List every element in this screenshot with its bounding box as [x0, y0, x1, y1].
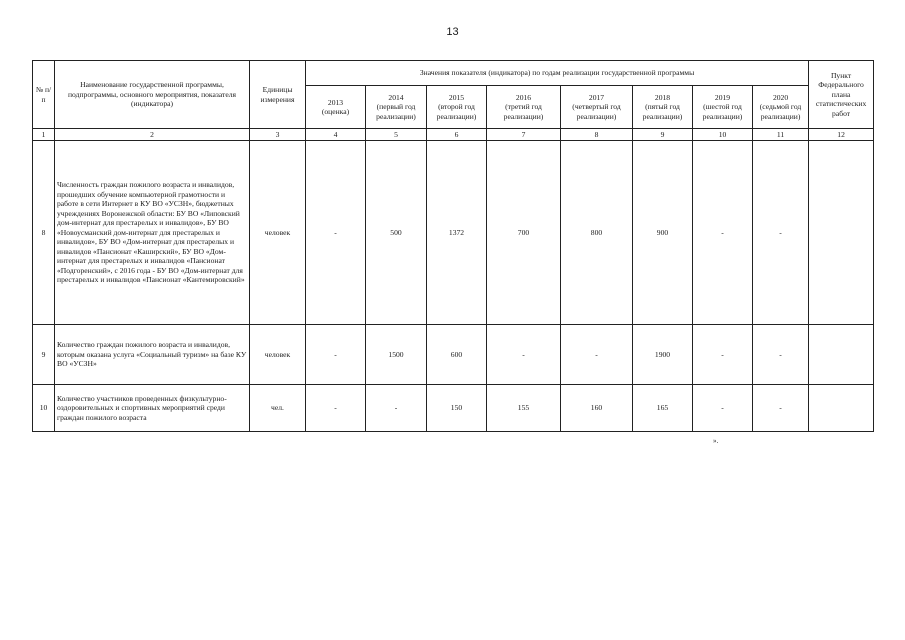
row-number: 10 — [33, 385, 55, 432]
unit-cell: человек — [250, 325, 306, 385]
closing-quote-mark: ». — [713, 437, 719, 445]
value-cell: 160 — [561, 385, 633, 432]
header-col-num: № п/п — [33, 61, 55, 129]
year-header: 2015 (второй год реализации) — [427, 86, 487, 129]
value-cell: 700 — [487, 141, 561, 325]
table-row — [33, 385, 874, 432]
indicator-name: Количество граждан пожилого возраста и инвалидов, которым оказана услуга «Социальный туризм» на базе КУ ВО «УСЗН» — [55, 325, 250, 385]
column-number: 1 — [33, 129, 55, 141]
value-cell: 500 — [366, 141, 427, 325]
value-cell: - — [561, 325, 633, 385]
value-cell: - — [693, 141, 753, 325]
column-number: 9 — [633, 129, 693, 141]
header-col-name: Наименование государственной программы, подпрограммы, основного мероприятия, показателя (индикатора) — [55, 61, 250, 129]
header-col-federal: Пункт Федерального плана статистических работ — [809, 61, 874, 129]
value-cell: 600 — [427, 325, 487, 385]
row-number: 9 — [33, 325, 55, 385]
unit-cell: чел. — [250, 385, 306, 432]
header-row-1 — [33, 61, 874, 86]
table-row — [33, 141, 874, 325]
unit-cell: человек — [250, 141, 306, 325]
value-cell: - — [753, 325, 809, 385]
column-number: 12 — [809, 129, 874, 141]
year-header: 2020 (седьмой год реализации) — [753, 86, 809, 129]
value-cell: 150 — [427, 385, 487, 432]
value-cell: 1500 — [366, 325, 427, 385]
column-number: 3 — [250, 129, 306, 141]
year-header: 2014 (первый год реализации) — [366, 86, 427, 129]
column-number: 4 — [306, 129, 366, 141]
value-cell: - — [753, 141, 809, 325]
column-number: 5 — [366, 129, 427, 141]
header-col-values-group: Значения показателя (индикатора) по годам реализации государственной программы — [306, 61, 809, 86]
value-cell: - — [693, 325, 753, 385]
value-cell: - — [693, 385, 753, 432]
federal-plan-cell — [809, 325, 874, 385]
column-numbers-row — [33, 129, 874, 141]
value-cell: - — [306, 325, 366, 385]
value-cell: 155 — [487, 385, 561, 432]
year-header: 2018 (пятый год реализации) — [633, 86, 693, 129]
year-header: 2017 (четвертый год реализации) — [561, 86, 633, 129]
value-cell: - — [753, 385, 809, 432]
year-header: 2013 (оценка) — [306, 86, 366, 129]
column-number: 10 — [693, 129, 753, 141]
value-cell: - — [366, 385, 427, 432]
indicator-name: Количество участников проведенных физкультурно-оздоровительных и спортивных мероприятий среди граждан пожилого возраста — [55, 385, 250, 432]
value-cell: 165 — [633, 385, 693, 432]
value-cell: 900 — [633, 141, 693, 325]
header-col-unit: Единицы измерения — [250, 61, 306, 129]
value-cell: 800 — [561, 141, 633, 325]
row-number: 8 — [33, 141, 55, 325]
year-header: 2019 (шестой год реализации) — [693, 86, 753, 129]
value-cell: - — [306, 385, 366, 432]
table-row — [33, 325, 874, 385]
federal-plan-cell — [809, 141, 874, 325]
page-number: 13 — [446, 26, 459, 38]
value-cell: - — [306, 141, 366, 325]
value-cell: 1900 — [633, 325, 693, 385]
federal-plan-cell — [809, 385, 874, 432]
column-number: 8 — [561, 129, 633, 141]
indicators-table — [32, 60, 874, 432]
value-cell: - — [487, 325, 561, 385]
column-number: 2 — [55, 129, 250, 141]
year-header: 2016 (третий год реализации) — [487, 86, 561, 129]
value-cell: 1372 — [427, 141, 487, 325]
indicator-name: Численность граждан пожилого возраста и инвалидов, прошедших обучение компьютерной грамотности и работе в сети Интернет в КУ ВО «УСЗН», бюджетных учреждениях Воронежской области: БУ ВО «Липовский дом-интернат для престарелых и инвалидов», БУ ВО «Новоусманский дом-интернат для престарелых и инвалидов», БУ ВО «Дом-интернат для престарелых и инвалидов «Пансионат «Каширский», БУ ВО «Дом-интернат для престарелых и инвалидов «Пансионат «Подгоренский», с 2016 года - БУ ВО «Дом-интернат для престарелых и инвалидов «Пансионат «Кантемировский» — [55, 141, 250, 325]
column-number: 6 — [427, 129, 487, 141]
column-number: 11 — [753, 129, 809, 141]
column-number: 7 — [487, 129, 561, 141]
